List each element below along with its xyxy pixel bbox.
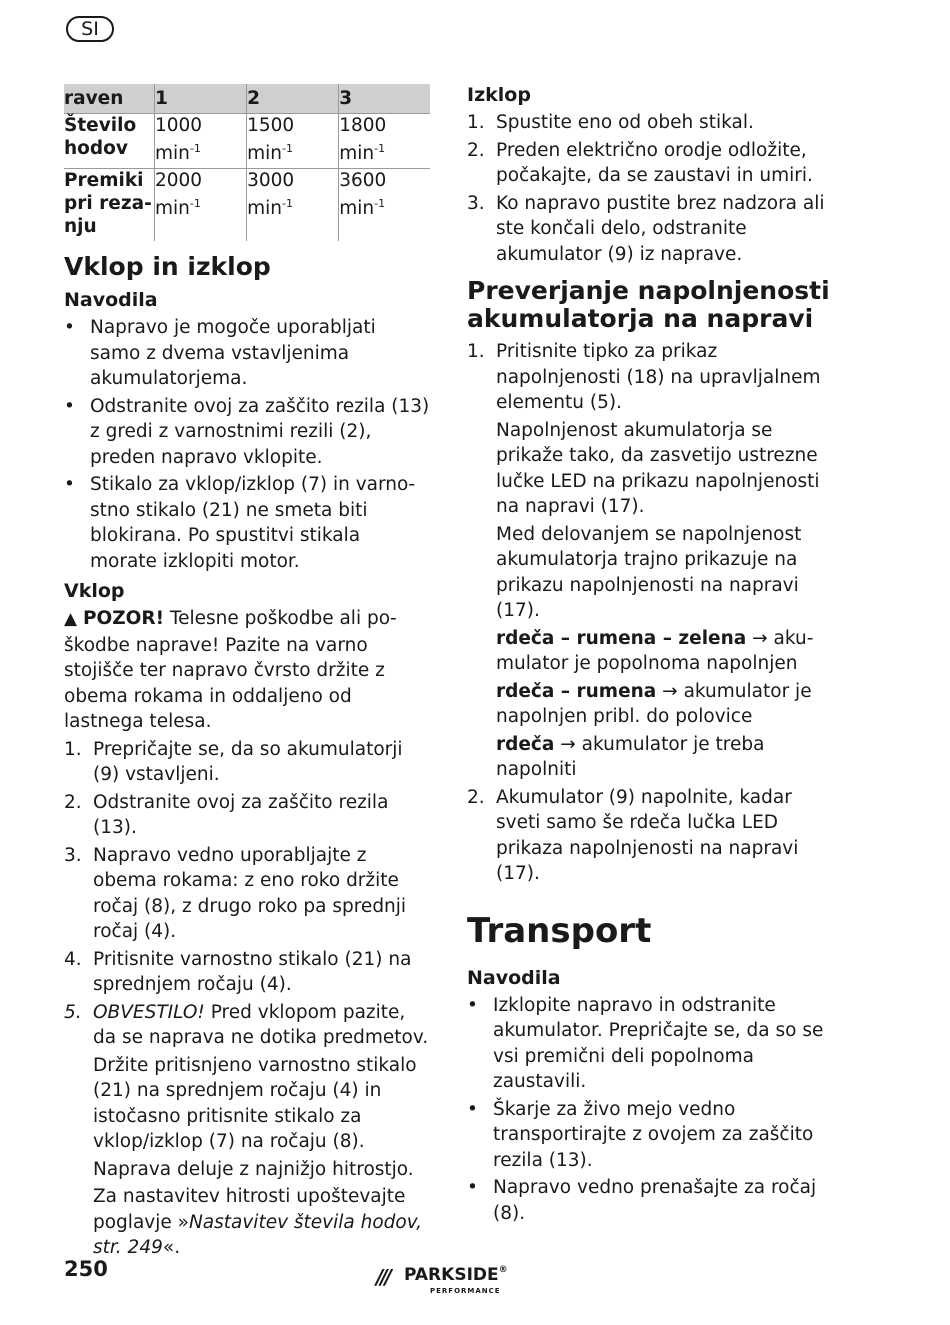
table-header-cell: 1 bbox=[155, 84, 247, 114]
section-title-vklop-izklop: Vklop in izklop bbox=[64, 252, 271, 282]
list-item: 2. Odstranite ovoj za zaščito rezila (13). bbox=[64, 791, 389, 839]
transport-list bbox=[467, 993, 837, 1227]
list-item: • Stikalo za vklop/izklop (7) in varnostno stikalo (21) ne smeta biti blokirana. Po spustitvi stikala morate izklopiti motor. bbox=[64, 474, 415, 572]
paragraph: Držite pritisnjeno varnostno stikalo (21) na sprednjem ročaju (4) in istočasno pritisnite stikalo za vklop/izklop (7) na ročaju (8). bbox=[93, 1054, 417, 1153]
table-header-row bbox=[64, 84, 430, 114]
charge-level-line: rdeča – rumena → akumulator je napolnjen pribl. do polovice bbox=[496, 680, 812, 727]
charge-level-line: rdeča – rumena – zelena → akumulator je popolnoma napolnjen bbox=[496, 627, 814, 674]
subsection-title-navodila: Navodila bbox=[467, 966, 561, 989]
notice-label: OBVESTILO! bbox=[93, 1001, 205, 1023]
list-item: 3. Napravo vedno uporabljajte z obema rokama: z eno roko držite ročaj (8), z drugo roko pa sprednji ročaj (4). bbox=[64, 844, 407, 943]
charge-check-steps bbox=[467, 339, 837, 416]
table-header-cell: raven bbox=[64, 84, 155, 114]
table-header-cell: 3 bbox=[339, 84, 430, 114]
list-item: • Napravo vedno prenašajte za ročaj (8). bbox=[467, 1177, 817, 1224]
subsection-title-navodila: Navodila bbox=[64, 289, 158, 312]
table-header-cell: 2 bbox=[247, 84, 339, 114]
subsection-title-izklop: Izklop bbox=[467, 84, 531, 106]
paragraph: Napolnjenost akumulatorja se prikaže tako, da zasvetijo ustrezne lučke LED na prikazu napolnjenosti na napravi (17). bbox=[496, 419, 820, 517]
switch-on-steps bbox=[64, 737, 430, 1051]
list-item: 5. OBVESTILO! Pred vklopom pazite, da se naprava ne dotika predmetov. bbox=[64, 1001, 429, 1049]
warning-label: POZOR! bbox=[82, 608, 165, 630]
list-item: 3. Ko napravo pustite brez nadzora ali ste končali delo, odstranite akumulator (9) iz naprave. bbox=[467, 192, 825, 265]
arrow-icon: → bbox=[752, 627, 768, 649]
list-item: • Izklopite napravo in odstranite akumulator. Prepričajte se, da so se vsi premični deli popolnoma zaustavili. bbox=[467, 994, 824, 1092]
page-number: 250 bbox=[64, 1257, 108, 1281]
right-column bbox=[467, 78, 837, 1228]
list-item: • Škarje za živo mejo vedno transportirajte z ovojem za zaščito rezila (13). bbox=[467, 1098, 814, 1171]
logo-slashes-icon: /// bbox=[376, 1265, 389, 1289]
table-cell: 1000 $\min^{-1}$ bbox=[155, 114, 247, 169]
paragraph: Za nastavitev hitrosti upoštevajte poglavje »Nastavitev števila hodov, str. 249«. bbox=[93, 1186, 423, 1259]
arrow-icon: → bbox=[662, 680, 678, 702]
list-item: 4. Pritisnite varnostno stikalo (21) na sprednjem ročaju (4). bbox=[64, 948, 412, 996]
section-title-transport: Transport bbox=[467, 910, 652, 951]
warning-paragraph: ▲ POZOR! Telesne poškodbe ali poškodbe naprave! Pazite na varno stojišče ter napravo čvrsto držite z obema rokama in oddaljeno od lastnega telesa. bbox=[64, 608, 397, 733]
cross-reference: Nastavitev števila hodov, str. 249 bbox=[93, 1211, 423, 1259]
arrow-icon: → bbox=[560, 733, 576, 755]
warning-icon: ▲ bbox=[64, 609, 78, 630]
charge-level-line: rdeča → akumulator je treba napolniti bbox=[496, 733, 765, 780]
table-cell: 1800 $\min^{-1}$ bbox=[339, 114, 430, 169]
table-row-label: Premiki pri rezanju bbox=[64, 169, 155, 242]
switch-off-steps bbox=[467, 110, 837, 267]
table-cell: 3000 $\min^{-1}$ bbox=[247, 169, 339, 242]
left-column bbox=[64, 84, 430, 1263]
table-row bbox=[64, 169, 430, 242]
list-item: 2. Akumulator (9) napolnite, kadar sveti samo še rdeča lučka LED prikaza napolnjenosti na napravi (17). bbox=[467, 786, 799, 884]
table-cell: 2000 $\min^{-1}$ bbox=[155, 169, 247, 242]
table-cell: 3600 $\min^{-1}$ bbox=[339, 169, 430, 242]
paragraph: Med delovanjem se napolnjenost akumulatorja trajno prikazuje na prikazu napolnjenosti na napravi (17). bbox=[496, 523, 802, 621]
logo-subtitle: PERFORMANCE bbox=[430, 1287, 501, 1295]
logo-brand: PARKSIDE® bbox=[404, 1265, 508, 1285]
table-row bbox=[64, 114, 430, 169]
list-item: 2. Preden električno orodje odložite, počakajte, da se zaustavi in umiri. bbox=[467, 139, 813, 186]
list-item: 1. Prepričajte se, da so akumulatorji (9) vstavljeni. bbox=[64, 738, 403, 786]
list-item: 1. Spustite eno od obeh stikal. bbox=[467, 112, 754, 133]
table-cell: 1500 $\min^{-1}$ bbox=[247, 114, 339, 169]
subsection-title-vklop: Vklop bbox=[64, 580, 125, 603]
list-item: 1. Pritisnite tipko za prikaz napolnjenosti (18) na upravljalnem elementu (5). bbox=[467, 341, 821, 413]
instructions-list bbox=[64, 315, 430, 574]
language-badge: SI bbox=[66, 16, 114, 42]
table-row-label: Število hodov bbox=[64, 114, 155, 169]
charge-check-steps-cont bbox=[467, 785, 837, 887]
stroke-rate-table bbox=[64, 84, 430, 241]
parkside-logo bbox=[376, 1265, 526, 1299]
list-item: • Napravo je mogoče uporabljati samo z dvema vstavljenima akumulatorjema. bbox=[64, 317, 376, 390]
list-item: • Odstranite ovoj za zaščito rezila (13) z gredi z varnostnimi rezili (2), preden napravo vklopite. bbox=[64, 395, 430, 468]
section-title-preverjanje: Preverjanje napolnjenosti akumulatorja na napravi bbox=[467, 276, 830, 333]
paragraph: Naprava deluje z najnižjo hitrostjo. bbox=[93, 1158, 414, 1180]
